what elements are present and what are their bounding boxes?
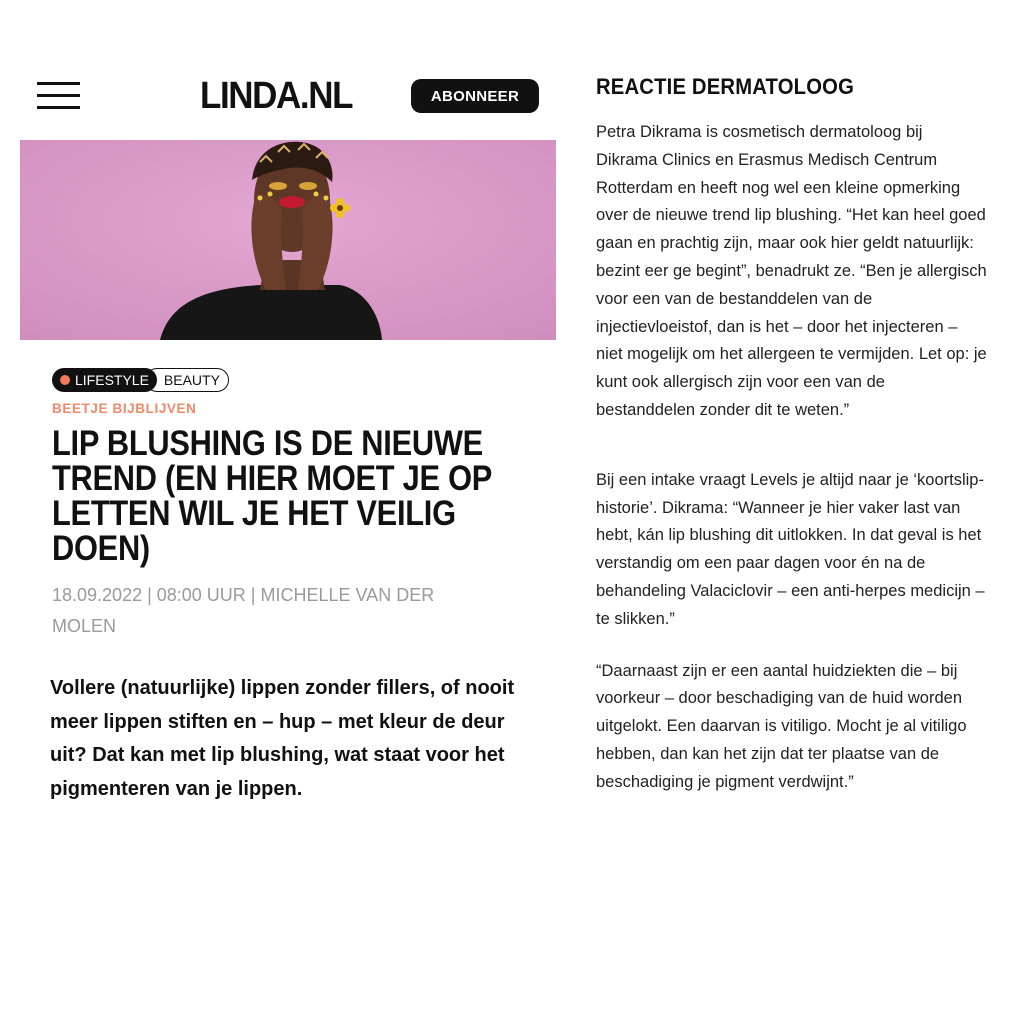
tag-dot-icon <box>60 375 70 385</box>
paragraph-2: Bij een intake vraagt Levels je altijd naar je ‘koortslip-historie’. Dikrama: “Wanneer je hier vaker last van hebt, kán lip blushing dit uitlokken. In dat geval is het verstandig om een paar dagen voor én na de behandeling Valaciclovir – een anti-herpes medicijn – te slikken.” <box>596 470 985 628</box>
article-column <box>20 60 556 806</box>
hamburger-menu-icon[interactable] <box>37 82 80 110</box>
article-title: LIP BLUSHING IS DE NIEUWE TREND (EN HIER MOET JE OP LETTEN WIL JE HET VEILIG DOEN) <box>52 424 492 568</box>
dermatologist-section <box>596 74 996 797</box>
tag-lifestyle[interactable] <box>52 368 157 392</box>
site-logo[interactable]: LINDA.NL <box>200 75 353 117</box>
subscribe-button[interactable]: ABONNEER <box>411 79 539 113</box>
article-meta: 18.09.2022 | 08:00 UUR | MICHELLE VAN DER MOLEN <box>52 585 435 636</box>
tag-beauty[interactable] <box>145 368 229 392</box>
tag-lifestyle-label: LIFESTYLE <box>75 372 149 388</box>
hero-image <box>20 140 556 340</box>
paragraph-3: “Daarnaast zijn er een aantal huidziekten die – bij voorkeur – door beschadiging van de huid worden uitgelokt. Een daarvan is vitiligo. Mocht je al vitiligo hebben, dan kan het zijn dat ter plaatse van de beschadiging je pigment verdwijnt.” <box>596 661 967 791</box>
paragraph-1: Petra Dikrama is cosmetisch dermatoloog bij Dikrama Clinics en Erasmus Medisch Centrum Rotterdam en heeft nog wel een kleine opmerking over de nieuwe trend lip blushing. “Het kan heel goed gaan en prachtig zijn, maar ook hier geldt natuurlijk: bezint eer ge begint”, benadrukt ze. “Ben je allergisch voor een van de bestanddelen van de injectievloeistof, dan is het – door het injecteren – niet mogelijk om het allergeen te vermijden. Let op: je kunt ook allergisch zijn voor een van de bestanddelen zonder dit te weten.” <box>596 123 987 419</box>
tag-beauty-label: BEAUTY <box>163 372 220 388</box>
site-header <box>20 60 556 132</box>
article-kicker: BEETJE BIJBLIJVEN <box>52 401 197 416</box>
article-intro: Vollere (natuurlijke) lippen zonder fillers, of nooit meer lippen stiften en – hup – met kleur de deur uit? Dat kan met lip blushing, wat staat voor het pigmenteren van je lippen. <box>50 677 515 800</box>
section-title: REACTIE DERMATOLOOG <box>596 74 855 99</box>
tag-list <box>52 368 556 392</box>
